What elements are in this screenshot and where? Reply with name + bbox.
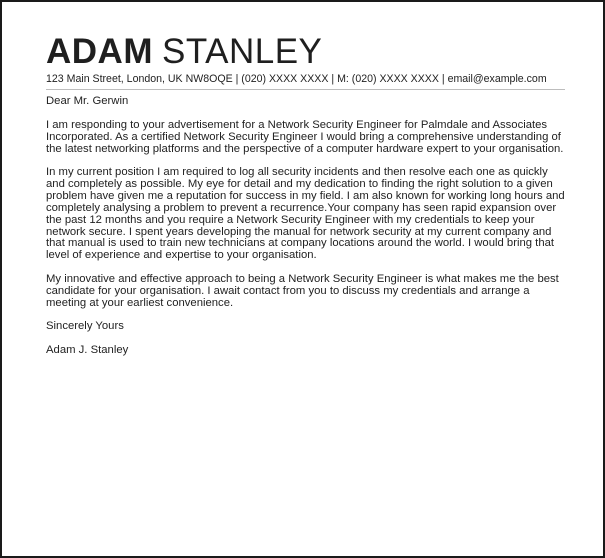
signature-name: Adam J. Stanley	[46, 343, 129, 356]
header-divider	[46, 89, 565, 90]
salutation: Dear Mr. Gerwin	[46, 95, 129, 107]
closing-phrase: Sincerely Yours	[46, 320, 124, 333]
sender-first-name: ADAM	[46, 32, 153, 71]
paragraph-intro: I am responding to your advertisement for a Network Security Engineer for Palmdale and Associates Incorporated. As a certified Network Security Engineer I would bring a comprehensive understanding of the latest networking platforms and the perspective of a computer hardware expert to your organisation.	[46, 118, 564, 155]
sender-last-name: STANLEY	[161, 32, 323, 71]
letter-body	[46, 96, 568, 368]
paragraph-closing: My innovative and effective approach to being a Network Security Engineer is what makes me the best candidate for your organisation. I await contact from you to discuss my credentials and arrange a meeting at your earliest convenience.	[46, 272, 559, 309]
sender-name	[46, 33, 322, 71]
contact-details: 123 Main Street, London, UK NW8OQE | (020) XXXX XXXX | M: (020) XXXX XXXX | email@example.com	[46, 73, 547, 85]
paragraph-experience: In my current position I am required to log all security incidents and then resolve each one as quickly and completely as possible. My eye for detail and my dedication to finding the right solution to a given problem have given me a reputation for success in my field. I am also known for working long hours and completely analysing a problem to prevent a recurrence.Your company has seen rapid expansion over the past 12 months and you require a Network Security Engineer with my credentials to keep your network secure. I spent years developing the manual for network security at my current company and that manual is used to train new technicians at company locations around the world. I would bring that level of experience and expertise to your organisation.	[46, 166, 565, 262]
